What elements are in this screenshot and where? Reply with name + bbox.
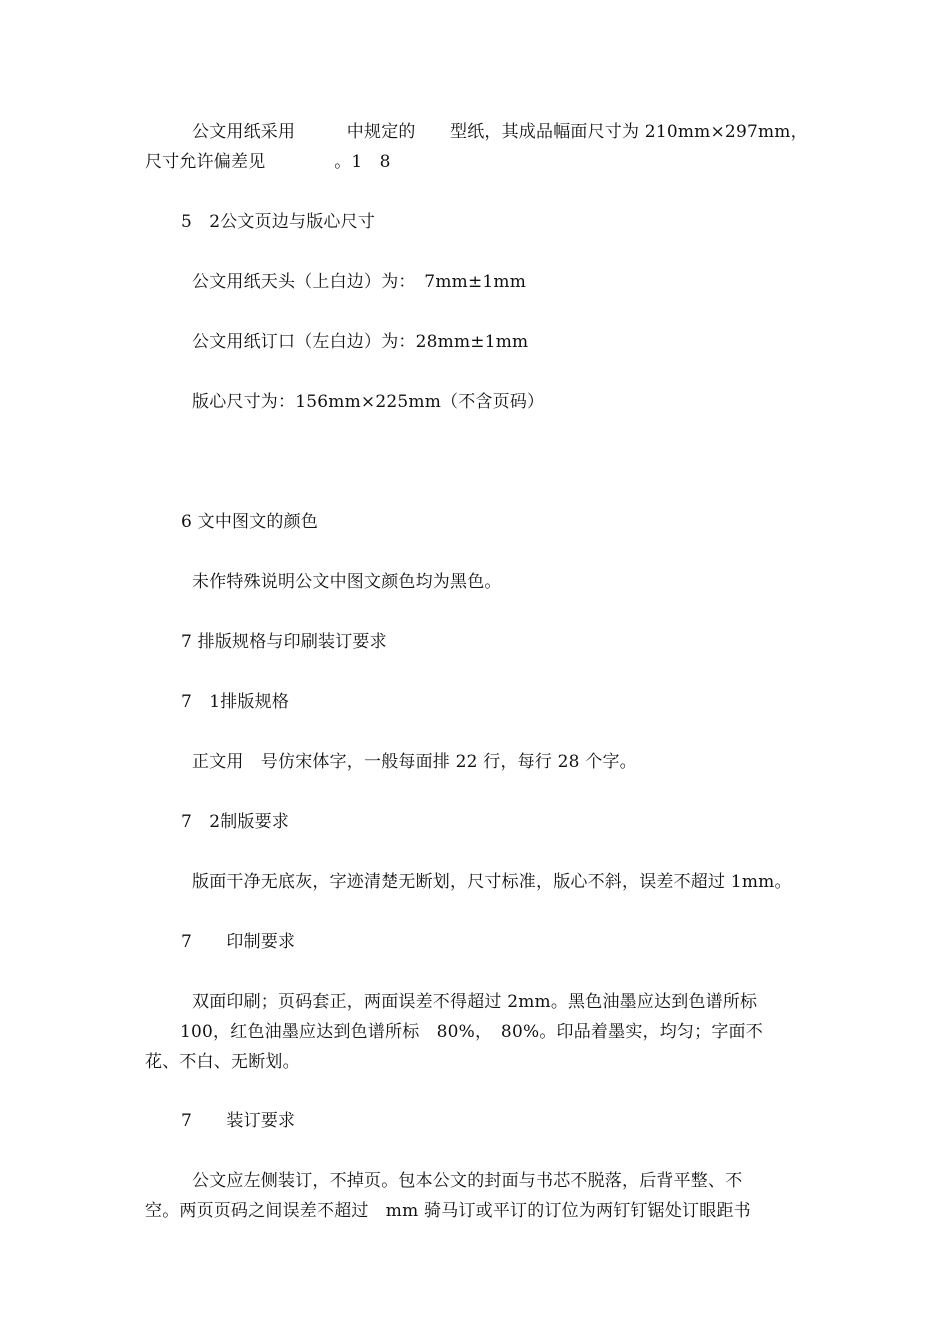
paragraph-paper-size-line-1: 公文用纸采用 中规定的 型纸，其成品幅面尺寸为 210mm×297mm， <box>192 122 808 142</box>
paragraph-printing-line-3: 花、不白、无断划。 <box>145 1052 300 1072</box>
paragraph-layout-spec: 正文用 号仿宋体字，一般每面排 22 行，每行 28 个字。 <box>192 752 637 772</box>
paragraph-binding-line-2: 空。两页页码之间误差不超过 mm 骑马订或平订的订位为两钉钉锯处订眼距书 <box>145 1201 751 1221</box>
paragraph-printing-line-1: 双面印刷；页码套正，两面误差不得超过 2mm。黑色油墨应达到色谱所标 <box>192 992 758 1012</box>
section-heading-5-2: 5 2公文页边与版心尺寸 <box>181 212 376 232</box>
paragraph-type-area: 版心尺寸为：156mm×225mm（不含页码） <box>192 392 545 412</box>
paragraph-top-margin: 公文用纸天头（上白边）为： 7mm±1mm <box>192 272 527 292</box>
paragraph-colors: 未作特殊说明公文中图文颜色均为黑色。 <box>192 572 502 592</box>
section-heading-7-2: 7 2制版要求 <box>181 812 290 832</box>
paragraph-left-margin: 公文用纸订口（左白边）为：28mm±1mm <box>192 332 529 352</box>
section-heading-binding: 7 装订要求 <box>181 1111 296 1131</box>
paragraph-plate-requirements: 版面干净无底灰，字迹清楚无断划，尺寸标准，版心不斜，误差不超过 1mm。 <box>192 872 792 892</box>
paragraph-binding-line-1: 公文应左侧装订，不掉页。包本公文的封面与书芯不脱落，后背平整、不 <box>192 1171 743 1191</box>
section-heading-printing: 7 印制要求 <box>181 932 296 952</box>
section-heading-7-1: 7 1排版规格 <box>181 692 290 712</box>
paragraph-printing-line-2: 100，红色油墨应达到色谱所标 80%， 80%。印品着墨实，均匀；字面不 <box>180 1022 763 1042</box>
paragraph-paper-size-line-2: 尺寸允许偏差见 。1 8 <box>145 152 391 172</box>
section-heading-6: 6 文中图文的颜色 <box>181 512 319 532</box>
section-heading-7: 7 排版规格与印刷装订要求 <box>181 632 387 652</box>
